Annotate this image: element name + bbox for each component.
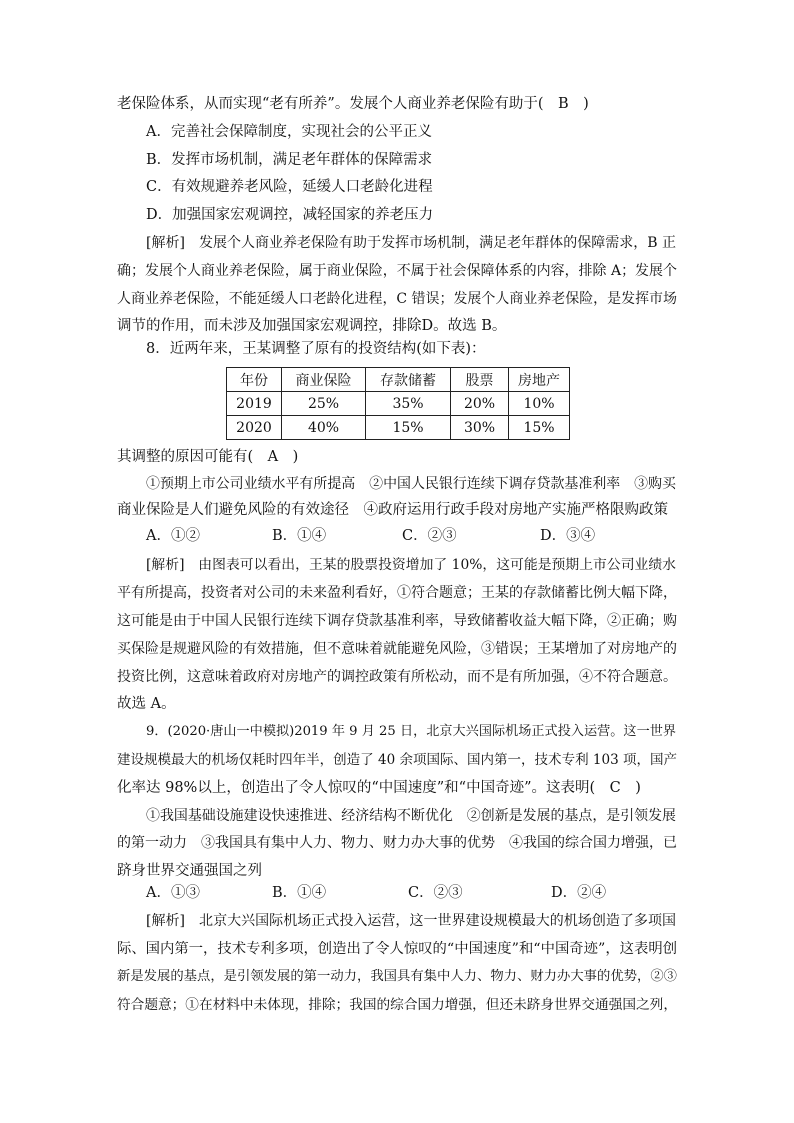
table-cell: 25% (282, 392, 366, 416)
table-cell: 20% (451, 392, 509, 416)
q9-stem-line: 化率达 98%以上，创造出了令人惊叹的“中国速度”和“中国奇迹”。这表明( C ) (117, 780, 641, 796)
q9-stem-line: 建设规模最大的机场仅耗时四年半，创造了 40 余项国际、国内第一，技术专利 103 项，国产 (117, 752, 677, 768)
table-cell: 2020 (227, 416, 282, 440)
q8-statement-line: 商业保险是人们避免风险的有效途径 ④政府运用行政手段对房地产实施严格限购政策 (117, 502, 668, 518)
table-row (227, 392, 570, 416)
q8-analysis-line: 平有所提高，投资者对公司的未来盈利看好，①符合题意；王某的存款储蓄比例大幅下降， (117, 585, 677, 601)
q8-option-b: B．①④ (272, 528, 327, 544)
q8-statement-line: ①预期上市公司业绩水平有所提高 ②中国人民银行连续下调存贷款基准利率 ③购买 (146, 476, 676, 492)
q9-options (146, 883, 606, 903)
q8-analysis-line: 投资比例，这意味着政府对房地产的调控政策有所松动，而不是有所加强，④不符合题意。 (117, 669, 677, 685)
q8-option-d: D．③④ (540, 528, 596, 544)
q9-analysis-line: [解析] 北京大兴国际机场正式投入运营，这一世界建设规模最大的机场创造了多项国 (146, 913, 676, 929)
table-header-cell: 股票 (451, 368, 509, 392)
q7-option-d: D．加强国家宏观调控，减轻国家的养老压力 (146, 207, 434, 223)
q7-analysis-line: [解析] 发展个人商业养老保险有助于发挥市场机制，满足老年群体的保障需求，B 正 (146, 235, 676, 251)
q8-option-a: A．①② (146, 528, 200, 544)
q9-statement-line: ①我国基础设施建设快速推进、经济结构不断优化 ②创新是发展的基点，是引领发展 (146, 808, 676, 824)
table-header-row (227, 368, 570, 392)
q8-option-c: C．②③ (402, 528, 457, 544)
q8-question: 其调整的原因可能有( A ) (117, 449, 299, 465)
q8-analysis-line: 这可能是由于中国人民银行连续下调存贷款基准利率，导致储蓄收益大幅下降，②正确；购 (117, 613, 677, 629)
q8-analysis-line: 故选 A。 (117, 696, 176, 712)
q9-option-a: A．①③ (146, 885, 200, 901)
q9-analysis-line: 新是发展的基点，是引领发展的第一动力，我国具有集中人力、物力、财力办大事的优势，②③ (117, 969, 677, 984)
table-header-cell: 房地产 (509, 368, 570, 392)
q9-analysis-line: 符合题意；①在材料中未体现，排除；我国的综合国力增强，但还未跻身世界交通强国之列， (117, 997, 677, 1013)
table-header-cell: 存款储蓄 (366, 368, 451, 392)
table-header-cell: 年份 (227, 368, 282, 392)
q9-option-d: D．②④ (551, 885, 607, 901)
q9-option-c: C．②③ (408, 885, 463, 901)
q9-option-b: B．①④ (272, 885, 327, 901)
investment-table (226, 367, 570, 440)
table-cell: 15% (366, 416, 451, 440)
q7-option-c: C．有效规避养老风险，延缓人口老龄化进程 (146, 179, 433, 195)
q7-analysis-line: 确；发展个人商业养老保险，属于商业保险，不属于社会保障体系的内容，排除 A；发展个 (117, 263, 677, 279)
q7-option-a: A．完善社会保障制度，实现社会的公平正义 (146, 124, 432, 140)
q7-stem-line: 老保险体系，从而实现“老有所养”。发展个人商业养老保险有助于( B ) (117, 96, 589, 112)
q9-stem-line: 9．(2020·唐山一中模拟)2019 年 9 月 25 日，北京大兴国际机场正式投入运营。这一世界 (146, 724, 676, 739)
q9-analysis-line: 际、国内第一，技术专利多项，创造出了令人惊叹的“中国速度”和“中国奇迹”，这表明创 (117, 941, 678, 957)
q8-stem: 8．近两年来，王某调整了原有的投资结构(如下表)： (146, 341, 486, 357)
table-cell: 15% (509, 416, 570, 440)
table-header-cell: 商业保险 (282, 368, 366, 392)
table-row (227, 416, 570, 440)
table-cell: 10% (509, 392, 570, 416)
q7-analysis-line: 调节的作用，而未涉及加强国家宏观调控，排除D。故选 B。 (117, 318, 507, 334)
table-cell: 35% (366, 392, 451, 416)
table-cell: 2019 (227, 392, 282, 416)
q9-statement-line: 的第一动力 ③我国具有集中人力、物力、财力办大事的优势 ④我国的综合国力增强，已 (117, 835, 677, 851)
q7-analysis-line: 人商业养老保险，不能延缓人口老龄化进程，C 错误；发展个人商业养老保险，是发挥市场 (117, 291, 677, 307)
q8-analysis-line: 买保险是规避风险的有效措施，但不意味着就能避免风险，③错误；王某增加了对房地产的 (117, 641, 677, 657)
table-cell: 40% (282, 416, 366, 440)
table-cell: 30% (451, 416, 509, 440)
q8-options (146, 526, 595, 546)
q7-option-b: B．发挥市场机制，满足老年群体的保障需求 (146, 152, 433, 168)
q9-statement-line: 跻身世界交通强国之列 (117, 863, 262, 879)
q8-analysis-line: [解析] 由图表可以看出，王某的股票投资增加了 10%，这可能是预期上市公司业绩水 (146, 557, 676, 573)
